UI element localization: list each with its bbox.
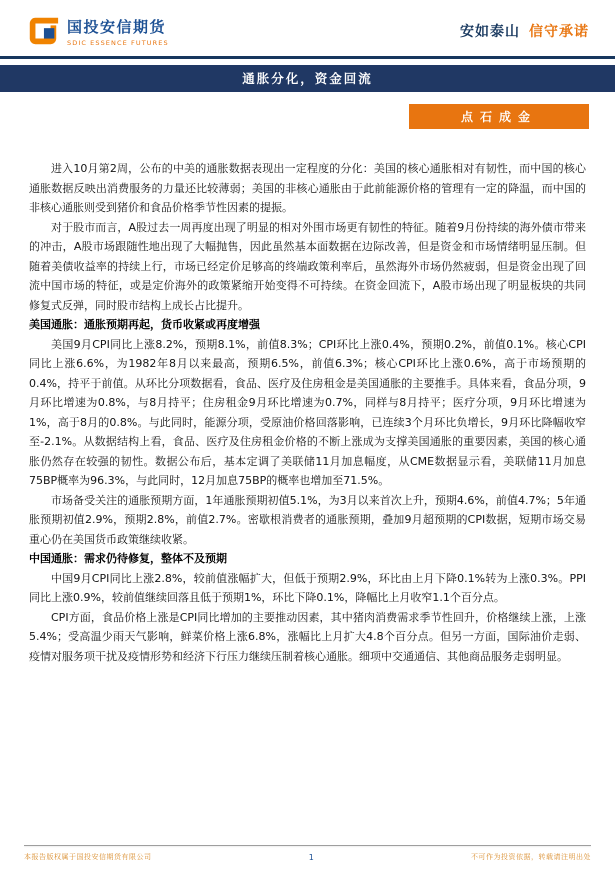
company-logo-icon [26, 14, 60, 48]
slogan-part-orange: 信守承诺 [529, 24, 589, 40]
paragraph-intro: 进入10月第2周，公布的中美的通胀数据表现出一定程度的分化：美国的核心通胀相对有韧性，而中国的核心通胀数据反映出消费服务的力量还比较薄弱；美国的非核心通胀由于此前能源价格的管理有一定的降温，而中国的非核心通胀则受到猪价和食品价格季节性因素的提振。 [29, 162, 586, 214]
report-body [0, 129, 615, 666]
report-title-bar [0, 65, 615, 92]
heading-us-inflation: 美国通胀：通胀预期再起，货币收紧或再度增强 [29, 318, 260, 331]
paragraph-inflation-expectation: 市场备受关注的通胀预期方面，1年通胀预期初值5.1%，为3月以来首次上升，预期4.6%，前值4.7%；5年通胀预期初值2.9%，预期2.8%，前值2.7%。密歇根消费者的通胀预期，叠加9月超预期的CPI数据，短期市场交易重心仍在美国货币政策继续收紧。 [29, 493, 586, 546]
badge-row [0, 104, 589, 129]
column-badge: 点石成金 [409, 104, 589, 129]
company-name-en: SDIC ESSENCE FUTURES [67, 38, 169, 47]
footer-disclaimer: 不可作为投资依据，转载请注明出处 [471, 853, 591, 861]
company-slogan [460, 21, 589, 41]
report-footer [0, 845, 615, 862]
company-name-cn: 国投安信期货 [67, 17, 167, 36]
heading-china-inflation: 中国通胀：需求仍待修复，整体不及预期 [29, 552, 227, 565]
report-title: 通胀分化，资金回流 [242, 71, 373, 86]
header-divider [0, 56, 615, 59]
paragraph-stock-market: 对于股市而言，A股过去一周再度出现了明显的相对外围市场更有韧性的特征。随着9月份持续的海外债市带来的冲击，A股市场跟随性地出现了大幅抛售，因此虽然基本面数据在边际改善，但是资金和市场情绪明显压制。但随着美债收益率的持续上行，市场已经定价足够高的终端政策利率后，虽然海外市场仍然疲弱，但是资金出现了回流中国市场的特征，或是定价海外的政策紧缩开始变得不可持续。在资金回流下，A股市场出现了明显板块的共同修复式反弹，同时股市结构上成长占比提升。 [29, 220, 586, 312]
company-logo [26, 14, 169, 48]
slogan-part-blue: 安如泰山 [460, 24, 520, 40]
report-header [0, 0, 615, 56]
footer-divider [24, 845, 591, 846]
paragraph-china-cpi-detail: CPI方面，食品价格上涨是CPI同比增加的主要推动因素，其中猪肉消费需求季节性回升，价格继续上涨，上涨5.4%；受高温少雨天气影响，鲜菜价格上涨6.8%，涨幅比上月扩大4.8个百分点。但另一方面，国际油价走弱、疫情对服务项干扰及疫情形势和经济下行压力继续压制着核心通胀。细项中交通通信、其他商品服务走弱明显。 [29, 610, 586, 663]
company-name-block [67, 16, 169, 47]
page-number: 1 [308, 852, 314, 862]
footer-row [24, 852, 591, 862]
footer-copyright: 本报告版权属于国投安信期货有限公司 [24, 853, 152, 861]
paragraph-china-cpi-summary: 中国9月CPI同比上涨2.8%，较前值涨幅扩大，但低于预期2.9%，环比由上月下降0.1%转为上涨0.3%。PPI同比上涨0.9%，较前值继续回落且低于预期1%，环比下降0.1%，降幅比上月收窄1.1个百分点。 [29, 571, 586, 604]
paragraph-us-cpi-detail: 美国9月CPI同比上涨8.2%，预期8.1%，前值8.3%；CPI环比上涨0.4%，预期0.2%，前值0.1%。核心CPI同比上涨6.6%，为1982年8月以来最高，预期6.5%，前值6.3%；核心CPI环比上涨0.6%，高于市场预期的0.4%，持平于前值。从环比分项数据看，食品、医疗及住房租金是美国通胀的主要推手。具体来看，食品分项，9月环比增速为0.8%，与8月持平；住房租金9月环比增速为0.7%，同样与8月持平；医疗分项，9月环比增速为1%，高于8月的0.8%。与此同时，能源分项，受原油价格回落影响，已连续3个月环比负增长，9月环比降幅收窄至-2.1%。从数据结构上看，食品、医疗及住房租金价格的不断上涨成为支撑美国通胀的重要因素，美国的核心通胀仍然存在较强的韧性。数据公布后，基本定调了美联储11月加息幅度，从CME数据显示看，美联储11月加息75BP概率为96.3%，与此同时，12月加息75BP的概率也增加至71.5%。 [29, 337, 586, 487]
